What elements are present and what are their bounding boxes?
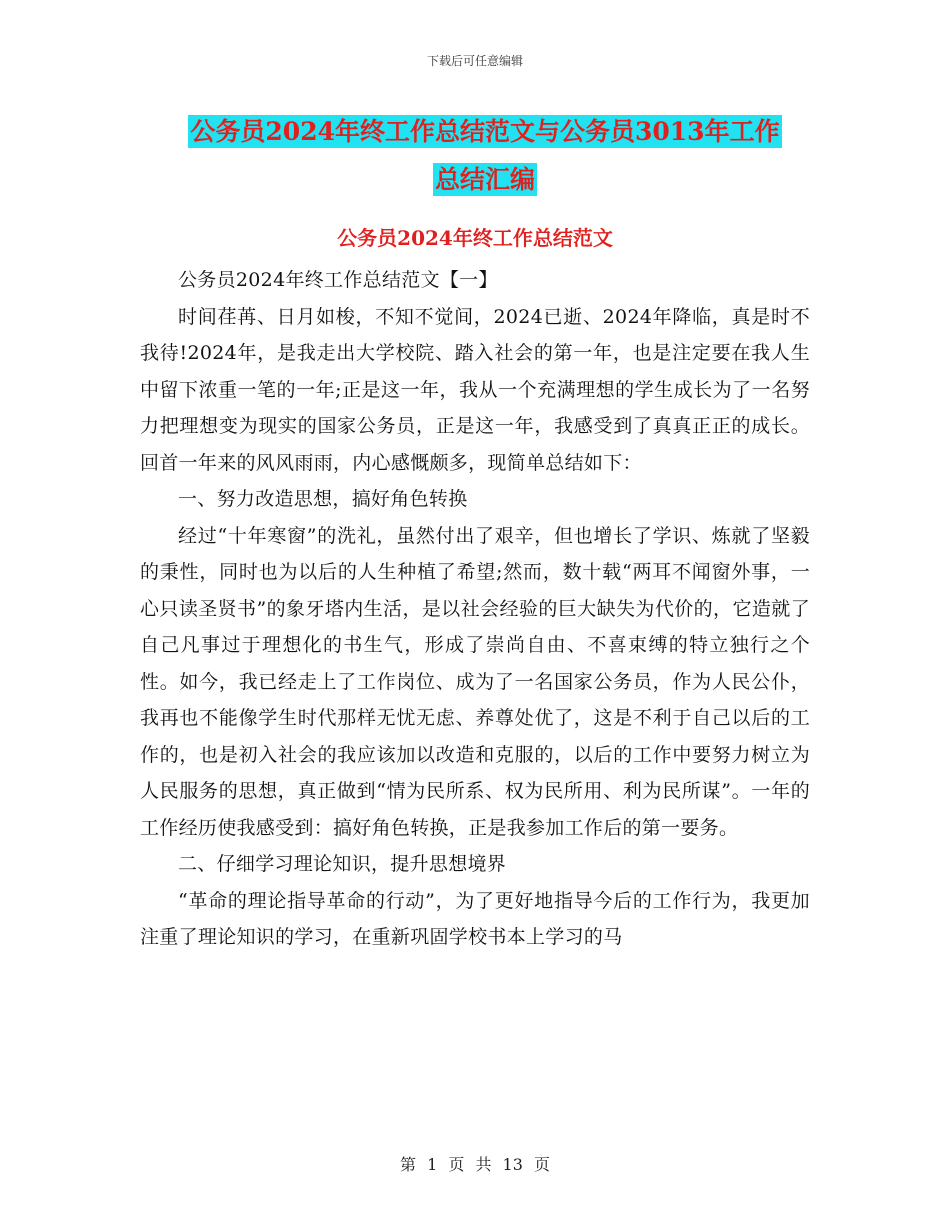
paragraph: “革命的理论指导革命的行动”，为了更好地指导今后的工作行为，我更加注重了理论知识的学习，在重新巩固学校书本上学习的马	[140, 889, 810, 948]
document-title	[140, 108, 830, 204]
body-text	[140, 262, 810, 956]
paragraph: 一、努力改造思想，搞好角色转换	[178, 488, 468, 510]
page-footer: 第 1 页 共 13 页	[400, 1155, 550, 1174]
page-header: 下载后可任意编辑	[426, 54, 523, 68]
title-line-1: 公务员2024年终工作总结范文与公务员3013年工作	[190, 117, 780, 146]
title-line-2: 总结汇编	[434, 165, 535, 194]
paragraph: 时间荏苒、日月如梭，不知不觉间，2024已逝、2024年降临，真是时不我待!2024年，是我走出大学校院、踏入社会的第一年，也是注定要在我人生中留下浓重一笔的一年;正是这一年，我从一个充满理想的学生成长为了一名努力把理想变为现实的国家公务员，正是这一年，我感受到了真真正正的成长。回首一年来的风风雨雨，内心感慨颇多，现简单总结如下：	[140, 305, 810, 474]
paragraph: 二、仔细学习理论知识，提升思想境界	[178, 853, 507, 875]
section-title: 公务员2024年终工作总结范文	[337, 226, 613, 250]
paragraph: 经过“十年寒窗”的洗礼，虽然付出了艰辛，但也增长了学识、炼就了坚毅的秉性，同时也为以后的人生种植了希望;然而，数十载“两耳不闻窗外事，一心只读圣贤书”的象牙塔内生活，是以社会经验的巨大缺失为代价的，它造就了自己凡事过于理想化的书生气，形成了崇尚自由、不喜束缚的特立独行之个性。如今，我已经走上了工作岗位、成为了一名国家公务员，作为人民公仆，我再也不能像学生时代那样无忧无虑、养尊处优了，这是不利于自己以后的工作的，也是初入社会的我应该加以改造和克服的，以后的工作中要努力树立为人民服务的思想，真正做到“情为民所系、权为民所用、利为民所谋”。一年的工作经历使我感受到：搞好角色转换，正是我参加工作后的第一要务。	[140, 524, 810, 839]
paragraph: 公务员2024年终工作总结范文【一】	[178, 269, 498, 291]
